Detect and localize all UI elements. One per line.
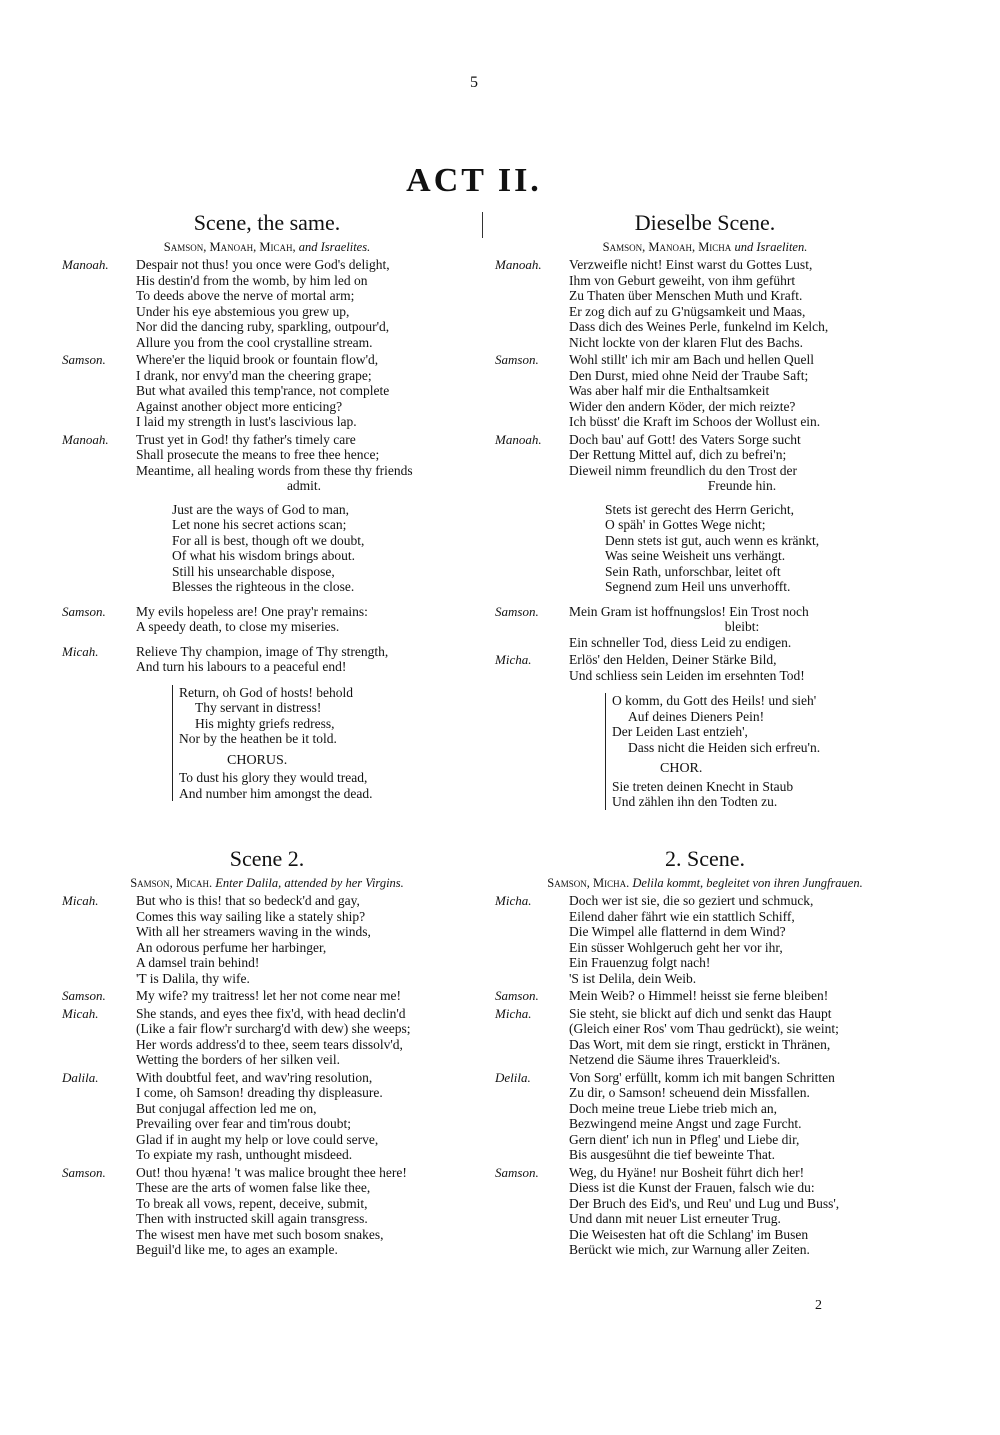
column-divider bbox=[482, 212, 483, 238]
verse-line: Ein schneller Tod, diess Leid zu endigen. bbox=[569, 634, 792, 650]
verse-line: O späh' in Gottes Wege nicht; bbox=[605, 517, 766, 532]
verse-line: Und dann mit neuer List erneuter Trug. bbox=[569, 1211, 781, 1226]
verse-line: Of what his wisdom brings about. bbox=[172, 548, 355, 563]
verse-line: Berückt wie mich, zur Warnung aller Zeiten. bbox=[569, 1242, 810, 1257]
verse-line: Verzweifle nicht! Einst warst du Gottes Lust, bbox=[569, 257, 813, 272]
verse-line: Was seine Weisheit uns verhängt. bbox=[605, 548, 786, 563]
verse-line: Doch bau' auf Gott! des Vaters Sorge sucht bbox=[569, 431, 801, 447]
verse-line: Den Durst, mied ohne Neid der Traube Saft; bbox=[569, 367, 809, 383]
verse-line: O komm, du Gott des Heils! und sieh' bbox=[612, 693, 817, 708]
speech bbox=[62, 352, 472, 430]
verse-line: My wife? my traitress! let her not come near me! bbox=[136, 988, 402, 1003]
verse-line: Ein Frauenzug folgt nach! bbox=[569, 955, 711, 970]
verse-line: Shall prosecute the means to free thee hence; bbox=[136, 447, 380, 462]
cast-names: Samson, Manoah, Micha bbox=[602, 240, 732, 254]
speaker-name: Micha. bbox=[495, 652, 532, 667]
verse-line: Wider den andern Köder, der mich reizte? bbox=[569, 398, 796, 414]
speech bbox=[62, 988, 472, 1004]
speech bbox=[62, 1070, 472, 1163]
verse-line: Erlös' den Helden, Deiner Stärke Bild, bbox=[569, 652, 777, 667]
verse-line: Der Rettung Mittel auf, dich zu befrei'n; bbox=[569, 447, 787, 462]
verse-line: With all her streamers waving in the winds, bbox=[136, 924, 371, 939]
speech bbox=[495, 352, 915, 430]
verse-line: I come, oh Samson! dreading thy displeasure. bbox=[136, 1085, 383, 1100]
speech bbox=[495, 1006, 915, 1068]
verse-line: Under his eye abstemious you grew up, bbox=[136, 303, 350, 319]
verse-line: The wisest men have met such bosom snakes, bbox=[136, 1226, 384, 1242]
speech bbox=[495, 893, 915, 986]
verse-line: Die Weisesten hat oft die Schlang' im Busen bbox=[569, 1226, 809, 1242]
verse-line: A damsel train behind! bbox=[136, 955, 260, 970]
verse-line: Denn stets ist gut, auch wenn es kränkt, bbox=[605, 532, 820, 548]
speaker-name: Micha. bbox=[495, 1005, 532, 1021]
verse-line: Freunde hin. bbox=[707, 478, 777, 493]
speaker-name: Manoah. bbox=[62, 431, 109, 447]
verse-line: Doch meine treue Liebe trieb mich an, bbox=[569, 1100, 778, 1116]
speaker-name: Samson. bbox=[62, 1164, 106, 1180]
speaker-name: Samson. bbox=[62, 603, 106, 619]
speaker-name: Samson. bbox=[62, 352, 106, 367]
prayer-stanza bbox=[605, 693, 915, 810]
scene-title: Scene, the same. bbox=[193, 210, 341, 235]
verse-line: To dust his glory they would tread, bbox=[179, 770, 368, 785]
verse-line: Meantime, all healing words from these thy friends bbox=[136, 462, 413, 478]
verse-line: Sein Rath, unforschbar, leitet oft bbox=[605, 563, 781, 579]
verse-line: Weg, du Hyäne! nur Bosheit führt dich her! bbox=[569, 1164, 805, 1180]
scene-title: Dieselbe Scene. bbox=[634, 210, 776, 235]
scene-title: 2. Scene. bbox=[664, 846, 746, 871]
verse-line: Ich büsst' die Kraft im Schoos der Wollust ein. bbox=[569, 414, 821, 429]
speaker-name: Micah. bbox=[62, 1005, 99, 1021]
speaker-name: Dalila. bbox=[62, 1069, 99, 1085]
speech bbox=[62, 1165, 472, 1258]
speaker-name: Samson. bbox=[495, 1164, 539, 1180]
speech bbox=[62, 1006, 472, 1068]
verse-line: Was aber half mir die Enthaltsamkeit bbox=[569, 383, 770, 398]
speaker-name: Samson. bbox=[495, 988, 539, 1003]
verse-line: Relieve Thy champion, image of Thy strength, bbox=[136, 643, 389, 659]
verse-line: And number him amongst the dead. bbox=[179, 785, 373, 801]
verse-line: Her words address'd to thee, seem tears dissolv'd, bbox=[136, 1036, 403, 1052]
speaker-name: Manoah. bbox=[495, 431, 542, 447]
verse-line: To deeds above the nerve of mortal arm; bbox=[136, 288, 355, 303]
verse-line: Bezwingend meine Angst und zage Furcht. bbox=[569, 1116, 802, 1131]
verse-line: (Gleich einer Ros' vom Thau gedrückt), sie weint; bbox=[569, 1021, 839, 1036]
speech bbox=[495, 988, 915, 1004]
verse-line: Eilend daher fährt wie ein stattlich Schiff, bbox=[569, 908, 795, 924]
speaker-name: Micah. bbox=[62, 893, 99, 908]
verse-line: Still his unsearchable dispose, bbox=[172, 563, 335, 579]
speaker-name: Manoah. bbox=[495, 257, 542, 272]
verse-line: Thy servant in distress! bbox=[195, 700, 322, 715]
verse-line: Then with instructed skill again transgress. bbox=[136, 1211, 368, 1226]
speaker-name: Micah. bbox=[62, 643, 99, 659]
verse-line: Netzend die Säume ihres Trauerkleid's. bbox=[569, 1052, 781, 1067]
verse-line: And turn his labours to a peaceful end! bbox=[136, 659, 347, 674]
cast-line bbox=[62, 876, 472, 891]
verse-line: Das Wort, mit dem sie ringt, erstickt in Thränen, bbox=[569, 1036, 831, 1052]
verse-line: Bis ausgesühnt die tief beweinte That. bbox=[569, 1147, 775, 1162]
verse-line: But conjugal affection led me on, bbox=[136, 1100, 317, 1116]
verse-line: Glad if in aught my help or love could serve, bbox=[136, 1131, 379, 1147]
scene-title: Scene 2. bbox=[229, 846, 305, 871]
verse-line: To break all vows, repent, deceive, submit, bbox=[136, 1195, 368, 1211]
cast-line bbox=[62, 240, 472, 255]
verse-line: Auf deines Dieners Pein! bbox=[628, 708, 765, 724]
english-scene-2 bbox=[62, 844, 472, 1258]
speech bbox=[495, 1165, 915, 1258]
verse-stanza bbox=[172, 502, 472, 595]
verse-line: Stets ist gerecht des Herrn Gericht, bbox=[605, 501, 794, 517]
cast-names: Samson, Micah. bbox=[130, 876, 213, 890]
verse-line: Beguil'd like me, to ages an example. bbox=[136, 1242, 338, 1257]
verse-line: (Like a fair flow'r surcharg'd with dew) she weeps; bbox=[136, 1021, 411, 1036]
verse-line: Diess ist die Kunst der Frauen, falsch wie du: bbox=[569, 1180, 815, 1195]
speech bbox=[62, 893, 472, 986]
speech bbox=[495, 432, 915, 494]
verse-line: I drank, nor envy'd man the cheering grape; bbox=[136, 367, 372, 383]
verse-line: Against another object more enticing? bbox=[136, 398, 343, 414]
speech bbox=[495, 604, 915, 651]
cast-line bbox=[495, 240, 915, 255]
speech bbox=[62, 604, 472, 635]
speech bbox=[495, 1070, 915, 1163]
verse-line: I laid my strength in lust's lascivious lap. bbox=[136, 414, 357, 429]
verse-line: Zu dir, o Samson! scheuend dein Missfallen. bbox=[569, 1085, 810, 1100]
verse-line: Doch wer ist sie, die so geziert und schmuck, bbox=[569, 893, 814, 908]
german-scene-2 bbox=[495, 844, 915, 1258]
verse-line: These are the arts of women false like thee, bbox=[136, 1180, 371, 1195]
prayer-stanza bbox=[172, 685, 472, 802]
speech bbox=[495, 257, 915, 350]
speech bbox=[62, 644, 472, 675]
cast-rest: Enter Dalila, attended by her Virgins. bbox=[215, 876, 404, 890]
verse-line: 'T is Dalila, thy wife. bbox=[136, 970, 250, 986]
verse-line: Trust yet in God! thy father's timely care bbox=[136, 431, 356, 447]
speech bbox=[495, 652, 915, 683]
verse-line: Nor by the heathen be it told. bbox=[179, 731, 337, 746]
chorus-label: CHOR. bbox=[660, 761, 703, 776]
verse-line: Wohl stillt' ich mir am Bach und hellen Quell bbox=[569, 352, 815, 367]
verse-line: Die Wimpel alle flatternd in dem Wind? bbox=[569, 924, 786, 939]
speaker-name: Micha. bbox=[495, 893, 532, 908]
verse-line: Prevailing over fear and tim'rous doubt; bbox=[136, 1116, 352, 1131]
verse-line: admit. bbox=[286, 478, 322, 493]
speaker-name: Samson. bbox=[495, 352, 539, 367]
verse-line: She stands, and eyes thee fix'd, with head declin'd bbox=[136, 1005, 406, 1021]
verse-stanza bbox=[605, 502, 915, 595]
verse-line: Wetting the borders of her silken veil. bbox=[136, 1052, 340, 1067]
verse-line: Dieweil nimm freundlich du den Trost der bbox=[569, 462, 797, 478]
verse-line: An odorous perfume her harbinger, bbox=[136, 939, 327, 955]
verse-line: Dass dich des Weines Perle, funkelnd im Kelch, bbox=[569, 319, 829, 334]
verse-line: Er zog dich auf zu G'nügsamkeit und Maas, bbox=[569, 303, 806, 319]
speaker-name: Manoah. bbox=[62, 257, 109, 272]
german-scene-1 bbox=[495, 208, 915, 810]
speaker-name: Samson. bbox=[495, 603, 539, 619]
verse-line: Mein Gram ist hoffnungslos! Ein Trost noch bbox=[569, 603, 809, 619]
act-title: ACT II. bbox=[406, 162, 542, 199]
speech bbox=[62, 432, 472, 494]
verse-line: His mighty griefs redress, bbox=[195, 715, 335, 731]
cast-line bbox=[495, 876, 915, 891]
verse-line: Und schliess sein Leiden im ersehnten Tod! bbox=[569, 667, 805, 683]
verse-line: A speedy death, to close my miseries. bbox=[136, 619, 340, 634]
verse-line: But what availed this temp'rance, not complete bbox=[136, 383, 390, 398]
verse-line: Just are the ways of God to man, bbox=[172, 501, 349, 517]
verse-line: Comes this way sailing like a stately ship? bbox=[136, 908, 366, 924]
verse-line: Mein Weib? o Himmel! heisst sie ferne bleiben! bbox=[569, 988, 829, 1003]
verse-line: Allure you from the cool crystalline stream. bbox=[136, 334, 373, 350]
cast-rest: und Israeliten. bbox=[734, 240, 808, 254]
verse-line: My evils hopeless are! One pray'r remains: bbox=[136, 603, 368, 619]
verse-line: Der Leiden Last entzieh', bbox=[612, 724, 748, 739]
verse-line: Return, oh God of hosts! behold bbox=[179, 684, 353, 700]
verse-line: Nicht lockte von der klaren Flut des Bachs. bbox=[569, 334, 803, 350]
verse-line: Where'er the liquid brook or fountain flow'd, bbox=[136, 352, 379, 367]
verse-line: To expiate my rash, unthought misdeed. bbox=[136, 1147, 353, 1162]
verse-line: Sie treten deinen Knecht in Staub bbox=[612, 778, 794, 794]
speech bbox=[62, 257, 472, 350]
verse-line: Von Sorg' erfüllt, komm ich mit bangen Schritten bbox=[569, 1069, 835, 1085]
verse-line: Zu Thaten über Menschen Muth und Kraft. bbox=[569, 288, 803, 303]
verse-line: Ein süsser Wohlgeruch geht her vor ihr, bbox=[569, 939, 783, 955]
verse-line: Blesses the righteous in the close. bbox=[172, 579, 355, 594]
verse-line: With doubtful feet, and wav'ring resolution, bbox=[136, 1069, 373, 1085]
verse-line: Nor did the dancing ruby, sparkling, outpour'd, bbox=[136, 319, 390, 334]
verse-line: Despair not thus! you once were God's delight, bbox=[136, 257, 390, 272]
cast-names: Samson, Manoah, Micah, bbox=[163, 240, 296, 254]
page-number: 5 bbox=[470, 74, 478, 91]
verse-line: For all is best, though oft we doubt, bbox=[172, 532, 365, 548]
speaker-name: Delila. bbox=[495, 1069, 531, 1085]
verse-line: Sie steht, sie blickt auf dich und senkt das Haupt bbox=[569, 1005, 832, 1021]
chorus-label: CHORUS. bbox=[227, 752, 288, 768]
verse-line: bleibt: bbox=[724, 619, 760, 634]
verse-line: Und zählen ihn den Todten zu. bbox=[612, 794, 778, 809]
english-scene-1 bbox=[62, 208, 472, 801]
verse-line: But who is this! that so bedeck'd and gay, bbox=[136, 893, 360, 908]
verse-line: Gern dient' ich nun in Pfleg' und Liebe dir, bbox=[569, 1131, 800, 1147]
verse-line: Dass nicht die Heiden sich erfreu'n. bbox=[628, 739, 821, 755]
verse-line: Let none his secret actions scan; bbox=[172, 517, 347, 532]
verse-line: Ihm von Geburt geweiht, von ihm geführt bbox=[569, 272, 796, 288]
speaker-name: Samson. bbox=[62, 988, 106, 1003]
cast-rest: and Israelites. bbox=[298, 240, 371, 254]
cast-rest: Delila kommt, begleitet von ihren Jungfrauen. bbox=[632, 876, 863, 890]
verse-line: 'S ist Delila, dein Weib. bbox=[569, 970, 697, 986]
signature-mark: 2 bbox=[815, 1298, 822, 1313]
verse-line: Der Bruch des Eid's, und Reu' und Lug und Buss', bbox=[569, 1195, 840, 1211]
verse-line: Segnend zum Heil uns unverhofft. bbox=[605, 579, 791, 594]
verse-line: His destin'd from the womb, by him led on bbox=[136, 272, 368, 288]
cast-names: Samson, Micha. bbox=[547, 876, 630, 890]
verse-line: Out! thou hyæna! 't was malice brought thee here! bbox=[136, 1164, 407, 1180]
